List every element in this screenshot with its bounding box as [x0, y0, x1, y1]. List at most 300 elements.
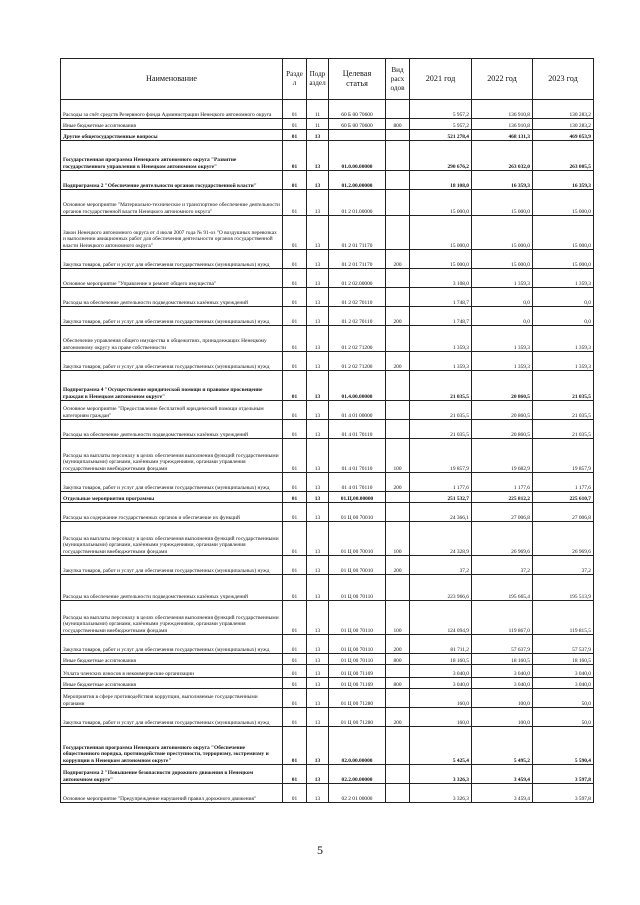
row-value-2022: 136 910,8	[472, 100, 533, 119]
row-name: Закон Ненецкого автономного округа от 4 июля 2007 года № 91-оз "О воздушных перевозках и выполнении авиационных работ для обеспечения деятельности органов государственной власти Ненецкого автономного округа"	[61, 216, 283, 250]
row-expense-type	[386, 216, 410, 250]
row-razdel: 01	[283, 784, 307, 803]
row-podrazdel: 13	[307, 678, 329, 689]
row-razdel: 01	[283, 492, 307, 503]
row-name: Основное мероприятие "Предоставление бесплатной юридической помощи отдельным категориям граждан"	[61, 401, 283, 420]
row-value-2022: 263 032,0	[472, 141, 533, 171]
row-podrazdel: 13	[307, 141, 329, 171]
row-name: Подпрограмма 2 "Повышение безопасности дорожного движения в Ненецком автономном округе"	[61, 765, 283, 784]
row-podrazdel: 13	[307, 171, 329, 190]
row-podrazdel: 13	[307, 503, 329, 522]
row-podrazdel: 11	[307, 100, 329, 119]
row-podrazdel: 13	[307, 522, 329, 556]
row-expense-type	[386, 100, 410, 119]
row-name: Иные бюджетные ассигнования	[61, 678, 283, 689]
row-name: Расходы на обеспечение деятельности подведомственных казённых учреждений	[61, 288, 283, 307]
row-target-article: 01 Ц 00 70010	[329, 503, 386, 522]
row-value-2022: 15 000,0	[472, 250, 533, 269]
row-target-article: 01 Ц 00 71169	[329, 678, 386, 689]
header-name: Наименование	[61, 59, 283, 100]
row-podrazdel: 13	[307, 473, 329, 492]
row-razdel: 01	[283, 100, 307, 119]
table-row	[61, 503, 594, 522]
row-value-2023: 195 513,9	[533, 575, 594, 601]
row-razdel: 01	[283, 326, 307, 352]
row-value-2022: 3 459,4	[472, 784, 533, 803]
table-row	[61, 678, 594, 689]
row-target-article: 02 2 01 00000	[329, 784, 386, 803]
row-expense-type: 800	[386, 654, 410, 665]
row-podrazdel: 13	[307, 307, 329, 326]
row-expense-type: 200	[386, 708, 410, 727]
table-row	[61, 473, 594, 492]
row-name: Государственная программа Ненецкого автономного округа "Развитие государственного управления в Ненецком автономном округе"	[61, 141, 283, 171]
row-razdel: 01	[283, 678, 307, 689]
row-value-2021: 1 359,3	[410, 352, 472, 371]
row-value-2023: 5 590,4	[533, 727, 594, 765]
row-podrazdel: 13	[307, 665, 329, 678]
table-row	[61, 307, 594, 326]
row-value-2023: 57 537,9	[533, 635, 594, 654]
row-razdel: 01	[283, 190, 307, 216]
row-value-2022: 57 637,9	[472, 635, 533, 654]
row-value-2022: 1 359,3	[472, 326, 533, 352]
row-value-2023: 15 000,0	[533, 190, 594, 216]
row-target-article: 01 4 01 00000	[329, 401, 386, 420]
row-value-2022: 5 495,2	[472, 727, 533, 765]
row-value-2023: 0,0	[533, 307, 594, 326]
header-target-article: Целевая статья	[329, 59, 386, 100]
row-target-article: 60 Б 00 70600	[329, 100, 386, 119]
row-podrazdel: 11	[307, 119, 329, 130]
table-row	[61, 326, 594, 352]
row-razdel: 01	[283, 371, 307, 401]
row-expense-type	[386, 269, 410, 288]
row-expense-type	[386, 784, 410, 803]
row-value-2023: 1 177,6	[533, 473, 594, 492]
row-razdel: 01	[283, 250, 307, 269]
row-value-2022: 15 000,0	[472, 190, 533, 216]
row-value-2022: 27 006,8	[472, 503, 533, 522]
table-row	[61, 371, 594, 401]
row-value-2021: 5 957,2	[410, 100, 472, 119]
table-body	[61, 100, 594, 803]
row-value-2023: 15 000,0	[533, 216, 594, 250]
row-razdel: 01	[283, 119, 307, 130]
row-value-2021: 251 532,7	[410, 492, 472, 503]
row-name: Расходы за счёт средств Резервного фонда Администрации Ненецкого автономного округа	[61, 100, 283, 119]
table-row	[61, 401, 594, 420]
row-expense-type	[386, 288, 410, 307]
row-expense-type: 800	[386, 119, 410, 130]
row-value-2023: 263 005,5	[533, 141, 594, 171]
row-target-article: 01.2.00.00000	[329, 171, 386, 190]
row-podrazdel: 13	[307, 326, 329, 352]
row-expense-type	[386, 190, 410, 216]
row-value-2021: 18 108,0	[410, 171, 472, 190]
row-podrazdel: 13	[307, 216, 329, 250]
row-value-2021: 5 425,4	[410, 727, 472, 765]
table-row	[61, 575, 594, 601]
row-razdel: 01	[283, 288, 307, 307]
header-razdel: Разде л	[283, 59, 307, 100]
row-expense-type	[386, 141, 410, 171]
table-row	[61, 601, 594, 635]
row-value-2021: 160,0	[410, 708, 472, 727]
row-razdel: 01	[283, 171, 307, 190]
row-value-2023: 119 815,5	[533, 601, 594, 635]
row-razdel: 01	[283, 727, 307, 765]
row-razdel: 01	[283, 503, 307, 522]
row-value-2022: 0,0	[472, 307, 533, 326]
row-target-article	[329, 130, 386, 141]
row-razdel: 01	[283, 635, 307, 654]
row-value-2023: 130 283,2	[533, 119, 594, 130]
page-number: 5	[317, 843, 323, 857]
row-value-2022: 26 969,6	[472, 522, 533, 556]
row-expense-type	[386, 665, 410, 678]
row-target-article: 01 2 01 71170	[329, 250, 386, 269]
row-target-article: 01 4 01 70110	[329, 420, 386, 439]
row-value-2021: 1 177,6	[410, 473, 472, 492]
row-value-2023: 21 035,5	[533, 371, 594, 401]
row-podrazdel: 13	[307, 784, 329, 803]
header-2023: 2023 год	[533, 59, 594, 100]
row-razdel: 01	[283, 269, 307, 288]
row-value-2023: 18 160,5	[533, 654, 594, 665]
row-value-2021: 521 278,4	[410, 130, 472, 141]
row-name: Основное мероприятие "Предупреждение нарушений правил дорожного движения"	[61, 784, 283, 803]
table-row	[61, 250, 594, 269]
row-razdel: 01	[283, 556, 307, 575]
table-row	[61, 727, 594, 765]
row-target-article: 01 Ц 00 70110	[329, 575, 386, 601]
row-expense-type	[386, 503, 410, 522]
table-row	[61, 352, 594, 371]
row-name: Подпрограмма 4 "Осуществление юридической помощи и правовое просвещение граждан в Ненецком автономном округе"	[61, 371, 283, 401]
row-name: Закупка товаров, работ и услуг для обеспечения государственных (муниципальных) нужд	[61, 250, 283, 269]
row-value-2022: 100,0	[472, 708, 533, 727]
row-value-2023: 19 857,9	[533, 439, 594, 473]
row-podrazdel: 13	[307, 190, 329, 216]
row-expense-type	[386, 401, 410, 420]
table-row	[61, 689, 594, 708]
row-expense-type: 200	[386, 352, 410, 371]
row-value-2022: 3 040,0	[472, 665, 533, 678]
row-value-2023: 1 359,3	[533, 352, 594, 371]
table-row	[61, 130, 594, 141]
row-value-2022: 3 040,0	[472, 678, 533, 689]
row-name: Другие общегосударственные вопросы	[61, 130, 283, 141]
row-value-2021: 3 108,0	[410, 269, 472, 288]
row-value-2022: 19 682,9	[472, 439, 533, 473]
row-expense-type: 200	[386, 635, 410, 654]
row-target-article: 02.0.00.00000	[329, 727, 386, 765]
row-name: Закупка товаров, работ и услуг для обеспечения государственных (муниципальных) нужд	[61, 473, 283, 492]
row-podrazdel: 13	[307, 654, 329, 665]
row-razdel: 01	[283, 765, 307, 784]
row-target-article: 01 2 01 71170	[329, 216, 386, 250]
row-expense-type	[386, 575, 410, 601]
row-value-2023: 130 283,2	[533, 100, 594, 119]
row-razdel: 01	[283, 307, 307, 326]
row-value-2022: 119 867,0	[472, 601, 533, 635]
budget-table	[60, 58, 594, 803]
row-value-2021: 223 966,6	[410, 575, 472, 601]
row-value-2021: 24 366,1	[410, 503, 472, 522]
row-value-2021: 15 000,0	[410, 216, 472, 250]
row-value-2021: 3 040,0	[410, 665, 472, 678]
row-name: Закупка товаров, работ и услуг для обеспечения государственных (муниципальных) нужд	[61, 708, 283, 727]
row-name: Закупка товаров, работ и услуг для обеспечения государственных (муниципальных) нужд	[61, 352, 283, 371]
row-value-2022: 100,0	[472, 689, 533, 708]
table-row	[61, 269, 594, 288]
row-name: Закупка товаров, работ и услуг для обеспечения государственных (муниципальных) нужд	[61, 307, 283, 326]
table-row	[61, 288, 594, 307]
row-target-article: 60 Б 00 70600	[329, 119, 386, 130]
row-razdel: 01	[283, 473, 307, 492]
row-value-2021: 1 748,7	[410, 307, 472, 326]
row-target-article: 01.Ц.00.00000	[329, 492, 386, 503]
row-expense-type: 100	[386, 522, 410, 556]
header-2021: 2021 год	[410, 59, 472, 100]
table-row	[61, 708, 594, 727]
row-value-2021: 81 711,2	[410, 635, 472, 654]
row-name: Отдельные мероприятия программы	[61, 492, 283, 503]
row-name: Закупка товаров, работ и услуг для обеспечения государственных (муниципальных) нужд	[61, 635, 283, 654]
row-name: Иные бюджетные ассигнования	[61, 654, 283, 665]
row-podrazdel: 13	[307, 727, 329, 765]
row-target-article: 01 2 02 71200	[329, 352, 386, 371]
row-expense-type: 200	[386, 307, 410, 326]
row-value-2023: 3 040,0	[533, 678, 594, 689]
table-row	[61, 119, 594, 130]
row-value-2023: 21 035,5	[533, 401, 594, 420]
row-value-2021: 3 326,3	[410, 765, 472, 784]
row-name: Закупка товаров, работ и услуг для обеспечения государственных (муниципальных) нужд	[61, 556, 283, 575]
row-razdel: 01	[283, 141, 307, 171]
row-razdel: 01	[283, 130, 307, 141]
row-expense-type	[386, 371, 410, 401]
row-value-2021: 290 676,2	[410, 141, 472, 171]
row-name: Подпрограмма 2 "Обеспечение деятельности органов государственной власти"	[61, 171, 283, 190]
row-expense-type: 100	[386, 601, 410, 635]
table-row	[61, 141, 594, 171]
row-target-article: 01 Ц 00 70110	[329, 654, 386, 665]
row-podrazdel: 13	[307, 420, 329, 439]
row-name: Государственная программа Ненецкого автономного округа "Обеспечение общественного порядка, противодействие преступности, терроризму, экстремизму и коррупции в Ненецком автономном округе"	[61, 727, 283, 765]
row-target-article: 01 Ц 00 71280	[329, 708, 386, 727]
row-podrazdel: 13	[307, 765, 329, 784]
row-podrazdel: 13	[307, 371, 329, 401]
row-name: Мероприятия в сфере противодействия коррупции, выполняемые государственными органами	[61, 689, 283, 708]
row-name: Иные бюджетные ассигнования	[61, 119, 283, 130]
row-value-2023: 16 359,3	[533, 171, 594, 190]
row-value-2023: 50,0	[533, 708, 594, 727]
row-value-2022: 20 860,5	[472, 420, 533, 439]
row-value-2021: 1 748,7	[410, 288, 472, 307]
row-value-2023: 3 040,0	[533, 665, 594, 678]
row-podrazdel: 13	[307, 250, 329, 269]
row-target-article: 01 Ц 00 70110	[329, 635, 386, 654]
row-target-article: 01.0.00.00000	[329, 141, 386, 171]
row-podrazdel: 13	[307, 492, 329, 503]
row-expense-type: 800	[386, 678, 410, 689]
table-row	[61, 635, 594, 654]
row-target-article: 01 2 01.00000	[329, 190, 386, 216]
row-value-2022: 195 665,4	[472, 575, 533, 601]
row-razdel: 01	[283, 654, 307, 665]
table-row	[61, 765, 594, 784]
row-value-2023: 27 006,8	[533, 503, 594, 522]
row-value-2023: 225 610,7	[533, 492, 594, 503]
table-row	[61, 654, 594, 665]
table-row	[61, 190, 594, 216]
row-razdel: 01	[283, 689, 307, 708]
row-target-article: 01 Ц 00 71169	[329, 665, 386, 678]
row-name: Основное мероприятие "Управление и ремонт общего имущества"	[61, 269, 283, 288]
row-value-2022: 0,0	[472, 288, 533, 307]
row-value-2023: 3 597,8	[533, 784, 594, 803]
row-expense-type	[386, 326, 410, 352]
row-value-2022: 468 131,3	[472, 130, 533, 141]
row-target-article: 01 4 01 70110	[329, 439, 386, 473]
table-row	[61, 556, 594, 575]
row-podrazdel: 13	[307, 601, 329, 635]
table-row	[61, 171, 594, 190]
header-expense-type: Вид расх одов	[386, 59, 410, 100]
row-expense-type	[386, 130, 410, 141]
row-value-2021: 3 326,3	[410, 784, 472, 803]
row-name: Расходы на выплаты персоналу в целях обеспечения выполнения функций государственными (муниципальными) органами, казёнными учреждениями, органами управления государственными внебюджетными фондами	[61, 439, 283, 473]
row-target-article: 01 4 01 70110	[329, 473, 386, 492]
row-expense-type: 200	[386, 473, 410, 492]
row-target-article: 02.2.00.00000	[329, 765, 386, 784]
row-value-2021: 18 160,5	[410, 654, 472, 665]
row-podrazdel: 13	[307, 401, 329, 420]
row-value-2021: 15 000,0	[410, 190, 472, 216]
row-razdel: 01	[283, 522, 307, 556]
row-value-2022: 136 910,8	[472, 119, 533, 130]
row-value-2023: 1 359,3	[533, 269, 594, 288]
row-target-article: 01 Ц 00 70110	[329, 601, 386, 635]
row-value-2021: 21 035,5	[410, 401, 472, 420]
row-name: Расходы на содержание государственных органов и обеспечение их функций	[61, 503, 283, 522]
row-expense-type	[386, 765, 410, 784]
row-value-2022: 20 860,5	[472, 371, 533, 401]
row-expense-type	[386, 171, 410, 190]
row-expense-type	[386, 492, 410, 503]
row-value-2021: 37,2	[410, 556, 472, 575]
row-value-2022: 225 812,2	[472, 492, 533, 503]
row-value-2022: 16 359,3	[472, 171, 533, 190]
row-podrazdel: 13	[307, 635, 329, 654]
row-podrazdel: 13	[307, 352, 329, 371]
row-target-article: 01 Ц 00 70010	[329, 556, 386, 575]
row-value-2022: 18 160,5	[472, 654, 533, 665]
row-razdel: 01	[283, 420, 307, 439]
row-value-2023: 15 000,0	[533, 250, 594, 269]
row-expense-type: 100	[386, 439, 410, 473]
row-value-2021: 21 035,5	[410, 371, 472, 401]
row-value-2021: 3 040,0	[410, 678, 472, 689]
row-value-2022: 1 177,6	[472, 473, 533, 492]
row-value-2021: 15 000,0	[410, 250, 472, 269]
row-podrazdel: 13	[307, 269, 329, 288]
table-row	[61, 665, 594, 678]
row-razdel: 01	[283, 601, 307, 635]
row-value-2023: 3 597,8	[533, 765, 594, 784]
table-row	[61, 420, 594, 439]
row-podrazdel: 13	[307, 575, 329, 601]
row-value-2021: 24 328,9	[410, 522, 472, 556]
row-podrazdel: 13	[307, 439, 329, 473]
row-value-2021: 19 857,9	[410, 439, 472, 473]
table-header-row	[61, 59, 594, 100]
row-podrazdel: 13	[307, 708, 329, 727]
row-value-2022: 15 000,0	[472, 216, 533, 250]
row-razdel: 01	[283, 216, 307, 250]
row-target-article: 01 2 02.00000	[329, 269, 386, 288]
row-razdel: 01	[283, 401, 307, 420]
row-value-2022: 3 459,4	[472, 765, 533, 784]
table-row	[61, 216, 594, 250]
row-target-article: 01 Ц 00 70010	[329, 522, 386, 556]
row-value-2022: 1 359,3	[472, 269, 533, 288]
row-value-2021: 160,0	[410, 689, 472, 708]
header-podrazdel: Подр аздел	[307, 59, 329, 100]
row-target-article: 01 Ц 00 71280	[329, 689, 386, 708]
row-target-article: 01.4.00.00000	[329, 371, 386, 401]
row-expense-type: 200	[386, 556, 410, 575]
row-expense-type	[386, 727, 410, 765]
row-name: Уплата членских взносов в некоммерческие организации	[61, 665, 283, 678]
table-row	[61, 522, 594, 556]
row-razdel: 01	[283, 665, 307, 678]
row-value-2023: 0,0	[533, 288, 594, 307]
budget-page	[60, 58, 593, 803]
row-value-2023: 21 035,5	[533, 420, 594, 439]
table-row	[61, 100, 594, 119]
row-value-2023: 50,0	[533, 689, 594, 708]
row-name: Основное мероприятие "Материально-техническое и транспортное обеспечение деятельности органов государственной власти Ненецкого автономного округа"	[61, 190, 283, 216]
row-razdel: 01	[283, 708, 307, 727]
row-target-article: 01 2 02 70110	[329, 307, 386, 326]
row-target-article: 01 2 02 71200	[329, 326, 386, 352]
row-podrazdel: 13	[307, 288, 329, 307]
row-razdel: 01	[283, 575, 307, 601]
row-value-2021: 124 094,9	[410, 601, 472, 635]
row-podrazdel: 13	[307, 689, 329, 708]
row-name: Обеспечение управления общего имущества в общежитиях, принадлежащих Ненецкому автономному округу на праве собственности	[61, 326, 283, 352]
row-name: Расходы на обеспечение деятельности подведомственных казённых учреждений	[61, 420, 283, 439]
row-value-2021: 21 035,5	[410, 420, 472, 439]
row-expense-type: 200	[386, 250, 410, 269]
table-row	[61, 492, 594, 503]
row-target-article: 01 2 02 70110	[329, 288, 386, 307]
row-value-2021: 1 359,3	[410, 326, 472, 352]
row-name: Расходы на выплаты персоналу в целях обеспечения выполнения функций государственными (муниципальными) органами, казёнными учреждениями, органами управления государственными внебюджетными фондами	[61, 601, 283, 635]
row-razdel: 01	[283, 352, 307, 371]
row-value-2021: 5 957,2	[410, 119, 472, 130]
row-podrazdel: 13	[307, 556, 329, 575]
row-value-2022: 1 359,3	[472, 352, 533, 371]
row-name: Расходы на обеспечение деятельности подведомственных казённых учреждений	[61, 575, 283, 601]
row-value-2023: 37,2	[533, 556, 594, 575]
row-value-2022: 20 860,5	[472, 401, 533, 420]
row-value-2022: 37,2	[472, 556, 533, 575]
row-value-2023: 1 359,3	[533, 326, 594, 352]
